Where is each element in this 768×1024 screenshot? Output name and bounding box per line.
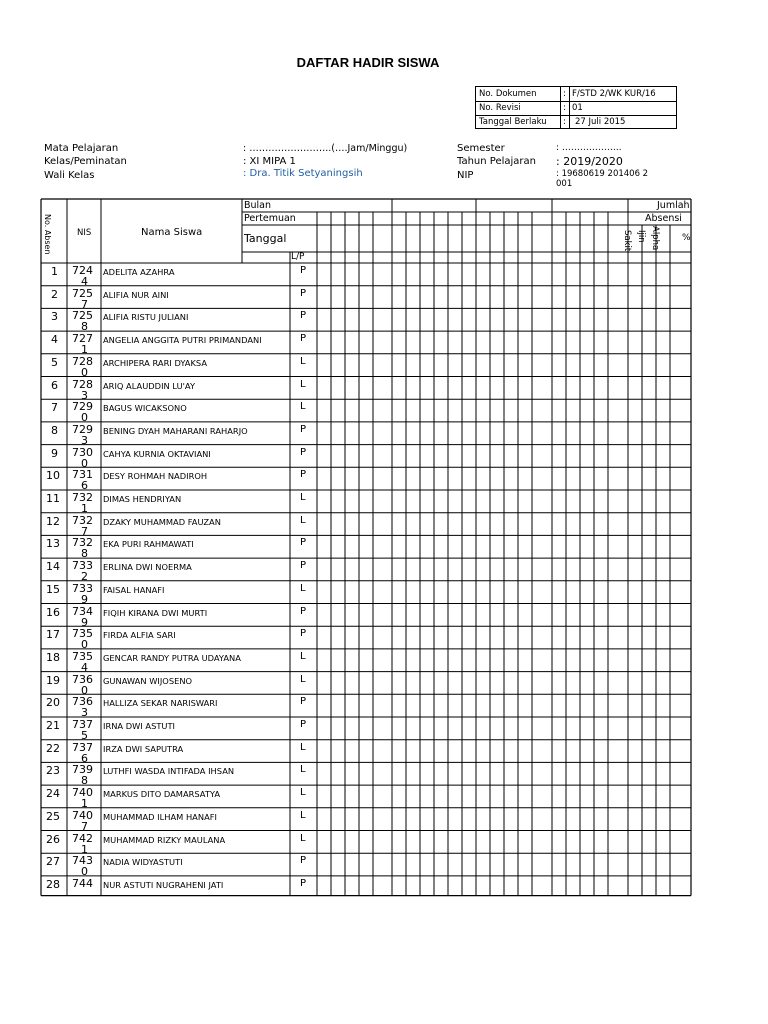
row-student-name: ERLINA DWI NOERMA <box>103 562 192 573</box>
row-nis: 744 <box>72 876 93 890</box>
row-gender: P <box>300 265 307 276</box>
row-nis-continued: 5 <box>81 729 88 742</box>
row-nis-continued: 4 <box>81 660 88 674</box>
row-nis: 732 <box>72 513 93 527</box>
header-nis: NIS <box>77 228 92 238</box>
row-nis: 740 <box>72 808 93 822</box>
row-number: 18 <box>46 650 60 664</box>
doc-date-value: 27 Juli 2015 <box>575 117 626 127</box>
row-student-name: IRNA DWI ASTUTI <box>103 721 176 731</box>
header-total: Jumlah <box>657 200 690 211</box>
row-nis: 728 <box>72 354 93 368</box>
row-student-name: MUHAMMAD ILHAM HANAFI <box>103 811 217 822</box>
row-nis-continued: 0 <box>81 365 88 379</box>
row-student-name: DESY ROHMAH NADIROH <box>103 471 208 482</box>
year-label: Tahun Pelajaran <box>457 156 536 167</box>
row-number: 5 <box>51 355 58 369</box>
row-gender: P <box>300 333 307 345</box>
row-nis-continued: 6 <box>81 479 88 493</box>
header-sick: Sakit <box>622 230 632 252</box>
row-gender: L <box>300 378 306 390</box>
header-alpha: Alpha <box>650 226 660 251</box>
row-nis-continued: 9 <box>81 615 88 629</box>
row-student-name: MARKUS DITO DAMARSATYA <box>103 789 221 800</box>
row-number: 23 <box>46 764 60 778</box>
homeroom-label: Wali Kelas <box>44 170 95 181</box>
row-gender: P <box>300 287 307 299</box>
header-permit: Ijin <box>636 230 646 243</box>
row-nis-continued: 4 <box>81 275 88 288</box>
header-gender: L/P <box>291 252 305 262</box>
subject-label: Mata Pelajaran <box>44 143 119 154</box>
row-gender: P <box>300 605 307 617</box>
row-student-name: GUNAWAN WIJOSENO <box>103 675 193 686</box>
nip-label: NIP <box>457 170 474 181</box>
row-nis-continued: 1 <box>81 502 88 515</box>
row-number: 11 <box>46 492 60 505</box>
row-gender: L <box>300 492 306 503</box>
doc-revision-label: No. Revisi <box>479 103 521 113</box>
row-nis-continued: 0 <box>81 456 88 470</box>
row-number: 25 <box>46 809 60 823</box>
row-student-name: FAISAL HANAFI <box>103 584 165 595</box>
row-number: 24 <box>46 787 60 801</box>
row-nis: 742 <box>72 831 93 845</box>
row-nis-continued: 2 <box>81 570 88 584</box>
row-student-name: IRZA DWI SAPUTRA <box>103 743 184 754</box>
row-nis: 729 <box>72 422 93 436</box>
row-nis: 732 <box>72 536 93 550</box>
row-number: 7 <box>51 401 58 415</box>
row-nis-continued: 0 <box>81 865 88 879</box>
row-gender: L <box>300 741 306 753</box>
row-gender: P <box>300 537 307 549</box>
row-number: 16 <box>46 605 60 619</box>
row-number: 26 <box>46 832 60 846</box>
row-number: 28 <box>46 877 60 891</box>
row-nis-continued: 8 <box>81 547 88 561</box>
row-number: 12 <box>46 514 60 528</box>
row-student-name: ADELITA AZAHRA <box>103 267 175 277</box>
row-nis-continued: 1 <box>81 797 88 811</box>
row-gender: P <box>300 310 307 322</box>
nip-value: : 19680619 201406 2 <box>556 169 649 179</box>
row-gender: P <box>300 696 307 708</box>
row-gender: L <box>300 355 306 367</box>
row-student-name: DZAKY MUHAMMAD FAUZAN <box>103 516 221 527</box>
header-absence: Absensi <box>645 213 682 224</box>
header-percent: % <box>682 233 691 243</box>
row-nis-continued: 0 <box>81 683 88 697</box>
row-nis-continued: 3 <box>81 706 88 720</box>
doc-number-value: F/STD 2/WK KUR/16 <box>572 89 656 99</box>
document-info-box <box>475 86 677 129</box>
row-gender: P <box>300 719 307 730</box>
row-number: 15 <box>46 582 60 596</box>
row-nis: 725 <box>72 309 93 323</box>
row-nis: 735 <box>72 627 93 641</box>
subject-value: : ……………………..(….Jam/Minggu) <box>243 143 408 154</box>
row-student-name: ALIFIA NUR AINI <box>103 289 169 300</box>
row-nis-continued: 3 <box>81 433 88 447</box>
row-nis-continued: 1 <box>81 343 88 357</box>
row-nis: 731 <box>72 468 93 482</box>
row-gender: L <box>300 401 306 413</box>
semester-label: Semester <box>457 143 505 154</box>
row-gender: L <box>300 650 306 662</box>
row-student-name: ALIFIA RISTU JULIANI <box>103 312 189 323</box>
row-student-name: GENCAR RANDY PUTRA UDAYANA <box>103 652 241 663</box>
row-gender: P <box>300 877 307 889</box>
row-number: 14 <box>46 560 60 574</box>
doc-number-row: No. Dokumen : F/STD 2/WK KUR/16 <box>479 89 656 99</box>
row-nis-continued: 7 <box>81 819 88 833</box>
doc-date-row: Tanggal Berlaku : 27 Juli 2015 <box>479 117 626 127</box>
row-nis: 739 <box>72 763 93 777</box>
row-nis: 733 <box>72 581 93 595</box>
row-nis: 725 <box>72 286 93 300</box>
row-number: 21 <box>46 719 60 732</box>
header-date: Tanggal <box>244 232 287 245</box>
row-number: 6 <box>51 378 58 392</box>
row-student-name: ARCHIPERA RARI DYAKSA <box>103 357 208 368</box>
row-nis: 730 <box>72 445 93 459</box>
row-gender: L <box>300 809 306 821</box>
row-number: 3 <box>51 310 58 324</box>
row-nis: 736 <box>72 672 93 686</box>
row-nis: 737 <box>72 718 93 731</box>
class-value: : XI MIPA 1 <box>243 156 296 167</box>
row-number: 10 <box>46 469 60 483</box>
row-nis-continued: 0 <box>81 411 88 425</box>
row-student-name: ANGELIA ANGGITA PUTRI PRIMANDANI <box>103 335 262 346</box>
row-gender: P <box>300 560 307 572</box>
row-nis: 734 <box>72 604 93 618</box>
row-nis: 724 <box>72 264 93 277</box>
row-nis-continued: 3 <box>81 388 88 402</box>
row-nis: 733 <box>72 559 93 573</box>
class-label: Kelas/Peminatan <box>44 156 127 167</box>
row-nis-continued: 9 <box>81 592 88 606</box>
row-number: 17 <box>46 628 60 642</box>
row-gender: L <box>300 514 306 526</box>
row-number: 22 <box>46 741 60 755</box>
row-gender: P <box>300 855 307 867</box>
header-month: Bulan <box>244 200 272 211</box>
row-nis-continued: 6 <box>81 751 88 765</box>
row-gender: P <box>300 469 307 481</box>
row-nis: 740 <box>72 786 93 800</box>
row-student-name: FIRDA ALFIA SARI <box>103 630 176 641</box>
row-student-name: EKA PURI RAHMAWATI <box>103 539 194 550</box>
row-gender: P <box>300 423 307 435</box>
row-nis-continued: 7 <box>81 297 88 311</box>
homeroom-value: : Dra. Titik Setyaningsih <box>243 168 363 179</box>
header-meeting: Pertemuan <box>244 213 296 224</box>
row-gender: L <box>300 582 306 594</box>
doc-date-label: Tanggal Berlaku <box>479 117 547 127</box>
row-student-name: NUR ASTUTI NUGRAHENI JATI <box>103 879 224 890</box>
row-number: 19 <box>46 673 60 687</box>
row-number: 27 <box>46 855 60 869</box>
row-nis: 736 <box>72 695 93 709</box>
row-nis: 743 <box>72 854 93 868</box>
page-title: DAFTAR HADIR SISWA <box>296 55 440 70</box>
doc-revision-value: 01 <box>572 103 583 113</box>
header-student-name: Nama Siswa <box>141 227 203 238</box>
row-number: 4 <box>51 333 58 347</box>
row-nis-continued: 8 <box>81 320 88 334</box>
row-number: 1 <box>51 265 58 278</box>
header-no-absen: No. Absen <box>43 214 52 255</box>
row-nis-continued: 7 <box>81 524 88 538</box>
row-nis: 728 <box>72 377 93 391</box>
row-nis-continued: 1 <box>81 842 88 856</box>
row-number: 2 <box>51 287 58 301</box>
row-student-name: MUHAMMAD RIZKY MAULANA <box>103 834 226 845</box>
row-gender: P <box>300 446 307 458</box>
row-student-name: NADIA WIDYASTUTI <box>103 857 183 868</box>
row-number: 9 <box>51 446 58 460</box>
row-student-name: DIMAS HENDRIYAN <box>103 494 182 504</box>
row-student-name: CAHYA KURNIA OKTAVIANI <box>103 448 211 459</box>
row-gender: L <box>300 832 306 844</box>
row-student-name: BENING DYAH MAHARANI RAHARJO <box>103 425 248 436</box>
row-student-name: BAGUS WICAKSONO <box>103 403 187 414</box>
row-nis: 737 <box>72 740 93 754</box>
row-nis-continued: 0 <box>81 638 88 652</box>
row-nis-continued: 8 <box>81 774 88 788</box>
row-nis: 729 <box>72 400 93 414</box>
year-value: : 2019/2020 <box>556 155 623 168</box>
row-nis: 732 <box>72 491 93 504</box>
row-gender: L <box>300 764 306 776</box>
row-student-name: ARIQ ALAUDDIN LU'AY <box>103 380 196 391</box>
semester-value: : ……………….. <box>556 143 622 153</box>
row-gender: L <box>300 673 306 685</box>
row-number: 20 <box>46 696 60 710</box>
row-number: 13 <box>46 537 60 551</box>
row-student-name: LUTHFI WASDA INTIFADA IHSAN <box>103 766 235 777</box>
doc-revision-row: No. Revisi : 01 <box>479 103 583 113</box>
row-number: 8 <box>51 423 58 437</box>
row-nis: 735 <box>72 649 93 663</box>
row-student-name: HALLIZA SEKAR NARISWARI <box>103 698 218 709</box>
row-gender: P <box>300 628 307 640</box>
row-student-name: FIQIH KIRANA DWI MURTI <box>103 607 208 618</box>
nip-value-continued: 001 <box>556 179 573 189</box>
row-gender: L <box>300 787 306 799</box>
row-nis: 727 <box>72 332 93 346</box>
doc-number-label: No. Dokumen <box>479 89 537 99</box>
